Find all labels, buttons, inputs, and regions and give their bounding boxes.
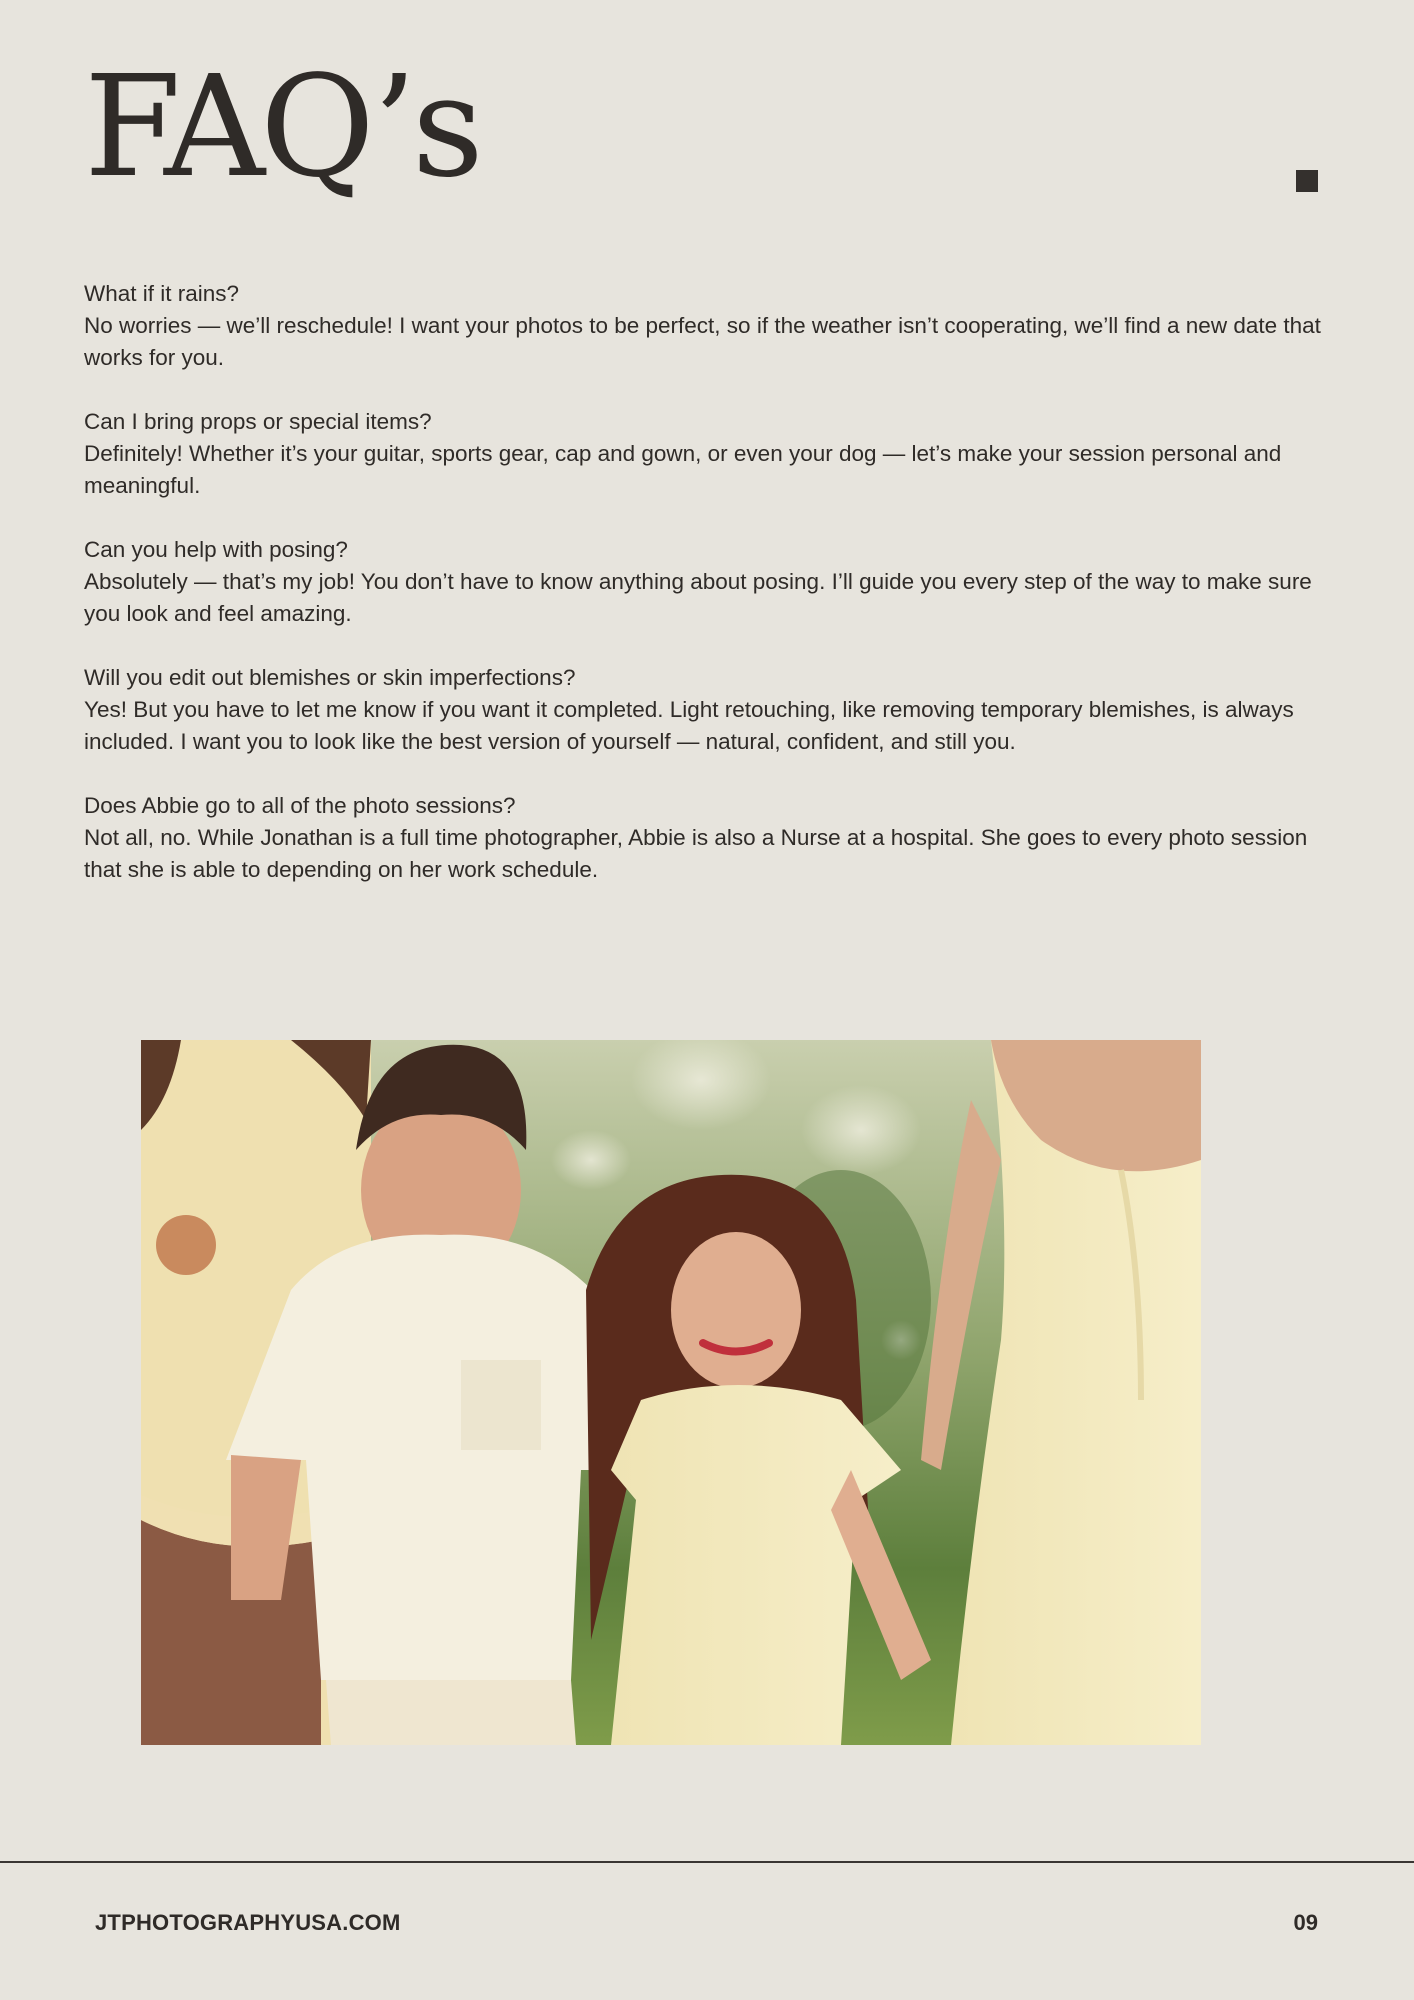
faq-question: Does Abbie go to all of the photo sessions? [84,793,516,818]
faq-answer: Absolutely — that’s my job! You don’t have to know anything about posing. I’ll guide you every step of the way to make sure you look and feel amazing. [84,569,1312,626]
footer-divider [0,1861,1414,1863]
faq-list [84,278,1334,918]
faq-item [84,662,1334,758]
faq-item [84,406,1334,502]
faq-question: Can I bring props or special items? [84,409,432,434]
faq-answer: Definitely! Whether it’s your guitar, sports gear, cap and gown, or even your dog — let’s make your session personal and meaningful. [84,441,1282,498]
faq-answer: Yes! But you have to let me know if you want it completed. Light retouching, like removing temporary blemishes, is always included. I want you to look like the best version of yourself — natural, confident, and still you. [84,697,1294,754]
footer-website[interactable]: JTPHOTOGRAPHYUSA.COM [95,1910,401,1935]
faq-answer: Not all, no. While Jonathan is a full time photographer, Abbie is also a Nurse at a hospital. She goes to every photo session that she is able to depending on her work schedule. [84,825,1308,882]
faq-answer: No worries — we’ll reschedule! I want your photos to be perfect, so if the weather isn’t cooperating, we’ll find a new date that works for you. [84,313,1321,370]
faq-item [84,790,1334,886]
faq-item [84,534,1334,630]
faq-question: Will you edit out blemishes or skin imperfections? [84,665,576,690]
page-number: 09 [1293,1910,1318,1935]
faq-question: What if it rains? [84,281,240,306]
faq-item [84,278,1334,374]
faq-question: Can you help with posing? [84,537,348,562]
decorative-square [1296,170,1318,192]
page-title: FAQ’s [84,46,479,209]
family-photo [141,1040,1201,1745]
